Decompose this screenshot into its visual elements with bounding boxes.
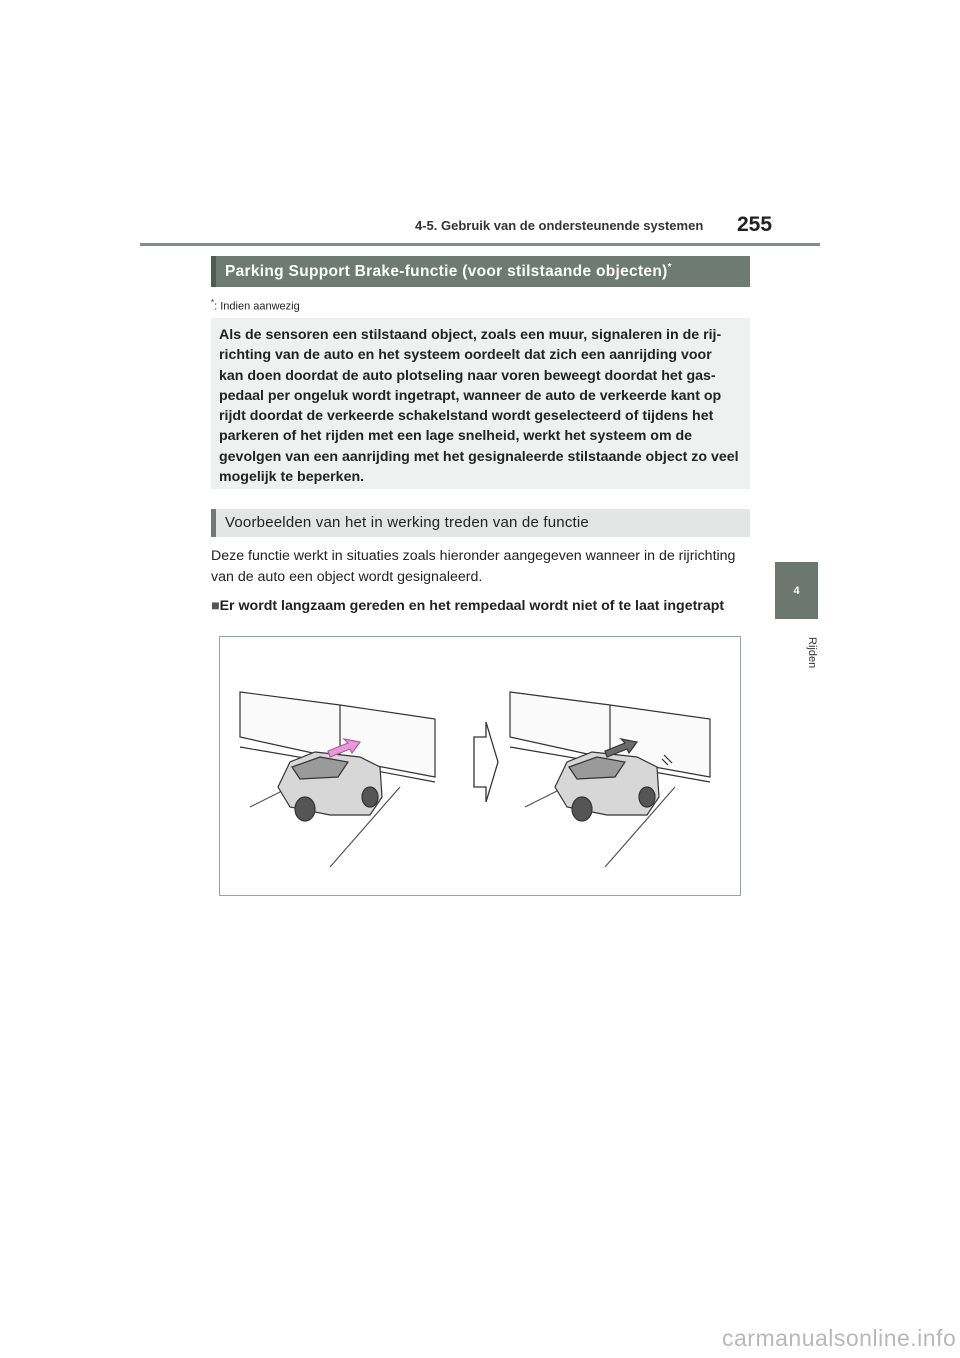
transition-arrow-icon xyxy=(474,722,498,802)
header-rule xyxy=(140,243,820,246)
subsection-title-bar xyxy=(211,509,750,537)
section-title-mark: * xyxy=(667,262,672,273)
chapter-title: 4-5. Gebruik van de ondersteunende systemen xyxy=(415,218,704,233)
scene-after xyxy=(510,692,710,867)
bullet-text: Er wordt langzaam gereden en het rempedaal wordt niet of te laat ingetrapt xyxy=(219,598,725,614)
chapter-tab-label: Rijden xyxy=(806,637,818,669)
title-accent xyxy=(211,256,216,287)
footnote-text: : Indien aanwezig xyxy=(214,300,300,313)
body-text: Deze functie werkt in situaties zoals hieronder aangegeven wanneer in de rijrichting van de auto een object wordt gesignaleerd. xyxy=(211,548,736,585)
section-title: Parking Support Brake-functie (voor stilstaande objecten)* xyxy=(225,262,672,281)
chapter-tab xyxy=(775,562,818,619)
subsection-accent xyxy=(211,509,216,537)
illustration-frame xyxy=(219,636,741,896)
chapter-tab-number: 4 xyxy=(793,584,800,597)
watermark: carmanualsonline.info xyxy=(722,1325,957,1351)
scene-before xyxy=(240,692,435,867)
intro-box xyxy=(211,318,750,489)
page-number: 255 xyxy=(737,213,773,236)
bullet-item xyxy=(211,598,724,614)
subsection-title: Voorbeelden van het in werking treden van de functie xyxy=(225,514,589,531)
parking-brake-illustration xyxy=(220,637,740,895)
footnote-mark: * xyxy=(211,298,215,307)
bullet-marker: ■ xyxy=(211,598,220,614)
section-title-bar xyxy=(211,256,750,287)
intro-text: Als de sensoren een stilstaand object, zoals een muur, signaleren in de rij-richting van de auto en het systeem oordeelt dat zich een aanrijding voor kan doen doordat de auto plotseling naar voren beweegt doordat het gas-pedaal per ongeluk wordt ingetrapt, wanneer de auto de verkeerde kant op rijdt doordat de verkeerde schakelstand wordt geselecteerd of tijdens het parkeren of het rijden met een lage snelheid, werkt het systeem om de gevolgen van een aanrijding met het gesignaleerde stilstaande object zo veel mogelijk te beperken. xyxy=(219,327,739,486)
footnote xyxy=(211,298,300,313)
